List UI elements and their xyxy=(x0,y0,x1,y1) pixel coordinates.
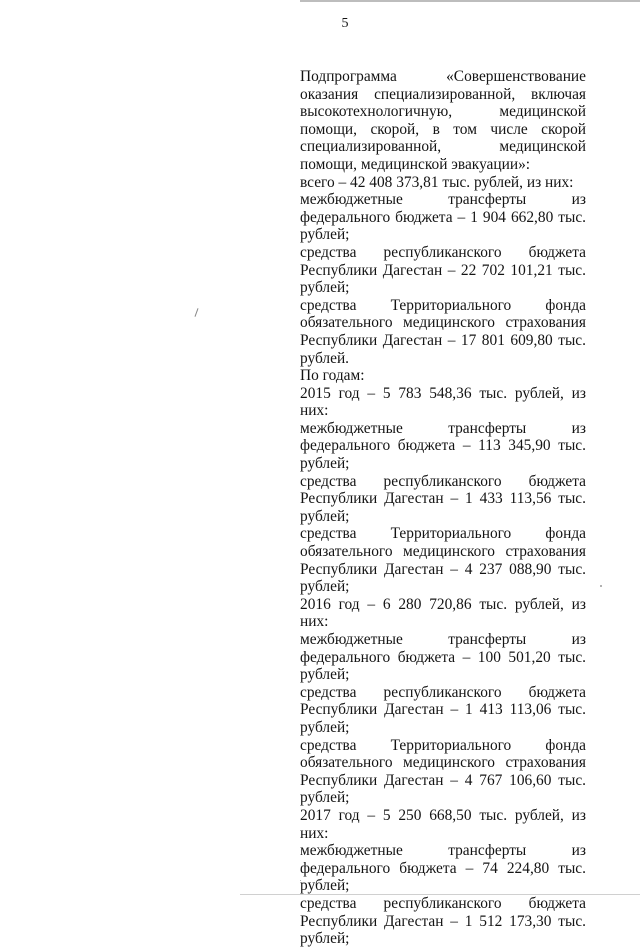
document-body xyxy=(300,68,586,948)
year-2015-republic-paragraph: средства республиканского бюджета Республики Дагестан – 1 433 113,56 тыс. рублей; xyxy=(300,472,586,525)
year-2016-republic-paragraph: средства республиканского бюджета Республики Дагестан – 1 413 113,06 тыс. рублей; xyxy=(300,683,586,736)
subprogram-heading-paragraph: Подпрограмма «Совершенствование оказания специализированной, включая высокотехнологичную, медицинской помощи, скорой, в том числе скорой специализированной, медицинской помощи, медицинской эвакуации»: xyxy=(300,68,586,173)
by-years-heading: По годам: xyxy=(300,367,365,385)
year-2015-total-paragraph: 2015 год – 5 783 548,36 тыс. рублей, из них: xyxy=(300,384,586,420)
scan-speck xyxy=(600,585,602,587)
scan-edge-top xyxy=(300,0,640,2)
scan-stray-mark xyxy=(194,308,198,317)
year-2016-federal-paragraph: межбюджетные трансферты из федерального бюджета – 100 501,20 тыс. рублей; xyxy=(300,631,586,684)
year-2017-republic-paragraph: средства республиканского бюджета Республики Дагестан – 1 512 173,30 тыс. рублей; xyxy=(300,894,586,948)
page-number: 5 xyxy=(341,16,349,31)
year-2016-total-paragraph: 2016 год – 6 280 720,86 тыс. рублей, из них: xyxy=(300,595,586,631)
year-2017-federal-paragraph: межбюджетные трансферты из федерального бюджета – 74 224,80 тыс. рублей; xyxy=(300,842,586,895)
year-2016-fund-paragraph: средства Территориального фонда обязательного медицинского страхования Республики Дагестан – 4 767 106,60 тыс. рублей; xyxy=(300,736,586,807)
insurance-fund-total-paragraph: средства Территориального фонда обязательного медицинского страхования Республики Дагестан – 17 801 609,80 тыс. рублей. xyxy=(300,296,586,367)
year-2015-federal-paragraph: межбюджетные трансферты из федерального бюджета – 113 345,90 тыс. рублей; xyxy=(300,419,586,473)
year-2015-fund-paragraph: средства Территориального фонда обязательного медицинского страхования Республики Дагестан – 4 237 088,90 тыс. рублей; xyxy=(300,525,586,596)
total-funding-paragraph: всего – 42 408 373,81 тыс. рублей, из них: xyxy=(300,173,574,191)
republic-budget-total-paragraph: средства республиканского бюджета Республики Дагестан – 22 702 101,21 тыс. рублей; xyxy=(300,243,586,297)
federal-transfers-total-paragraph: межбюджетные трансферты из федерального бюджета – 1 904 662,80 тыс. рублей; xyxy=(300,191,586,244)
year-2017-total-paragraph: 2017 год – 5 250 668,50 тыс. рублей, из них: xyxy=(300,806,586,842)
